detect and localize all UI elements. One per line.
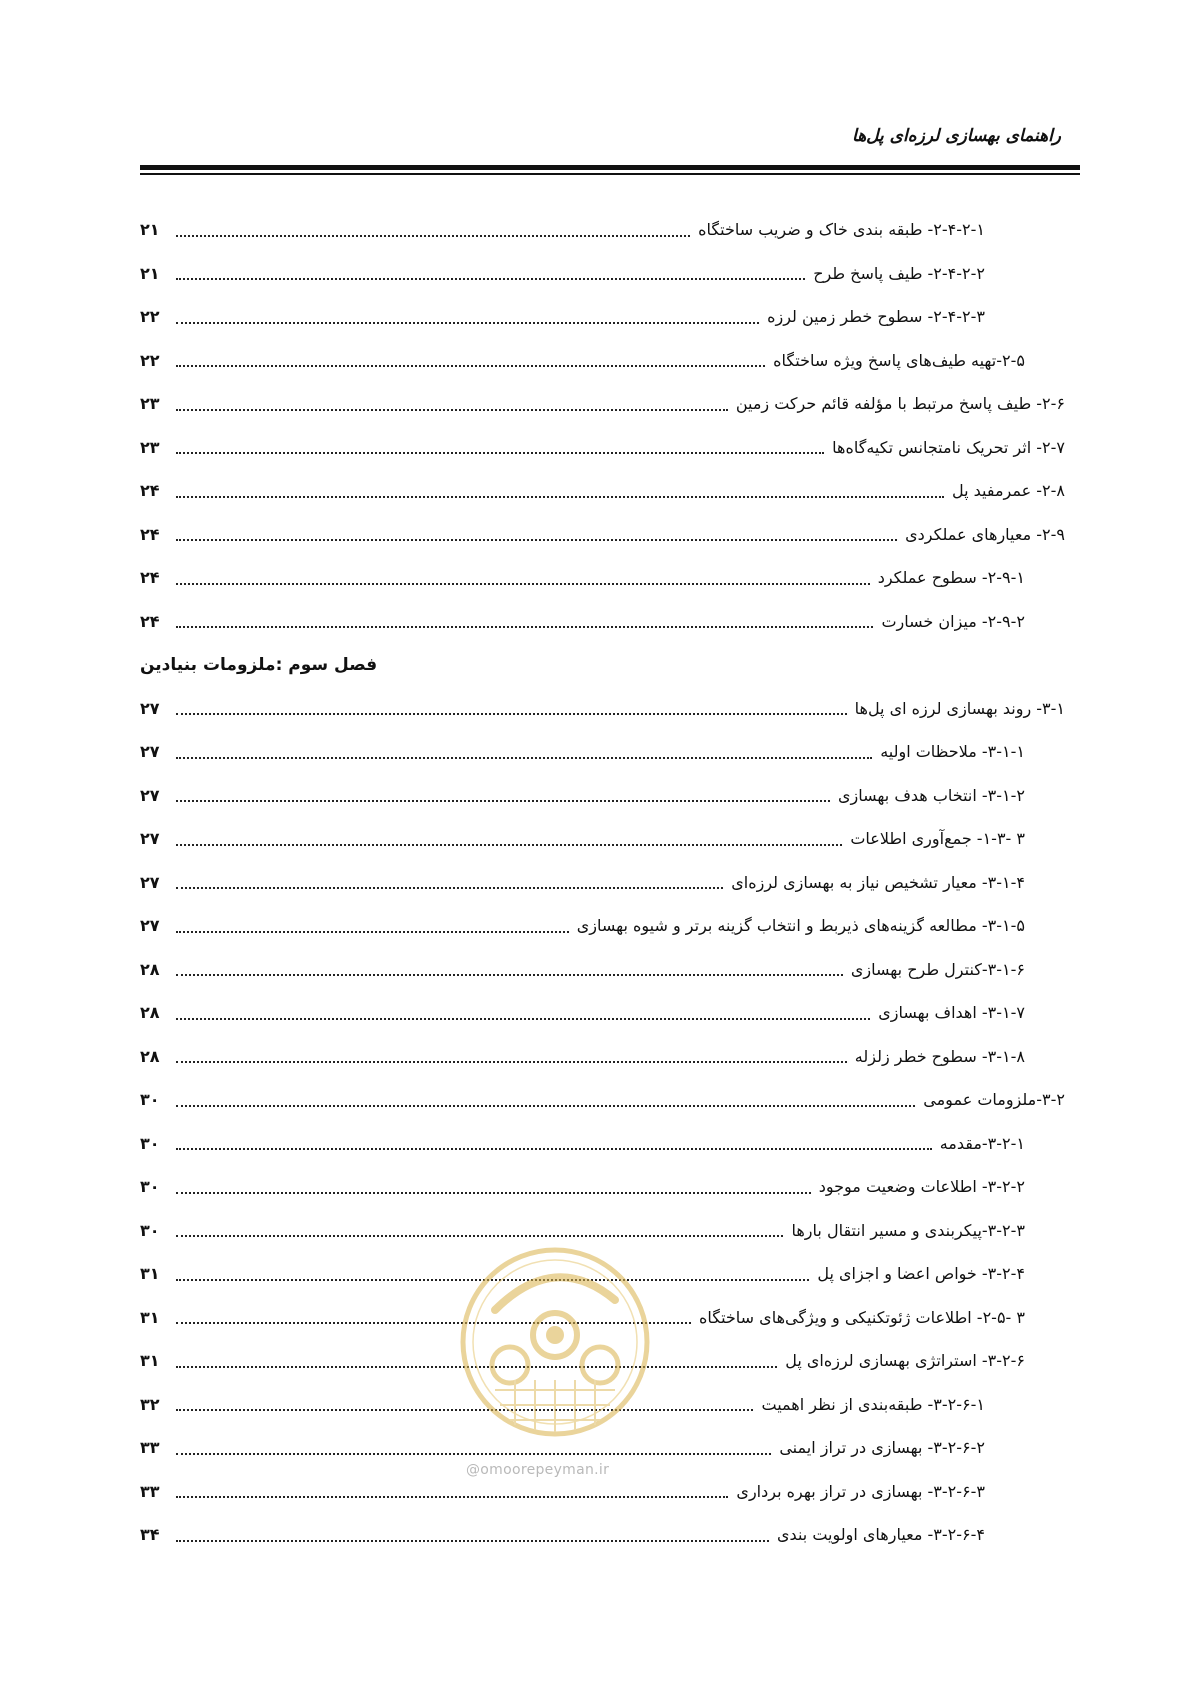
toc-entry xyxy=(140,948,1065,992)
dot-leader xyxy=(176,1279,809,1281)
toc-page-number: ۳۲ xyxy=(140,1394,160,1414)
toc-page-number: ۲۴ xyxy=(140,481,160,501)
dot-leader xyxy=(176,1453,771,1455)
dot-leader xyxy=(176,1496,728,1498)
dot-leader xyxy=(176,496,944,498)
toc-page-number: ۲۴ xyxy=(140,524,160,544)
toc-entry-title: ۲-۹- معیارهای عملکردی xyxy=(905,524,1065,544)
dot-leader xyxy=(176,1148,932,1150)
toc-entry-title: ۲-۴-۲-۲- طیف پاسخ طرح xyxy=(813,263,985,283)
dot-leader xyxy=(176,931,569,933)
toc-page-number: ۲۸ xyxy=(140,1046,160,1066)
toc-entry xyxy=(140,556,1065,600)
dot-leader xyxy=(176,452,824,454)
toc-entry xyxy=(140,730,1065,774)
toc-page-number: ۲۷ xyxy=(140,785,160,805)
toc-entry xyxy=(140,426,1065,470)
toc-page-number: ۳۳ xyxy=(140,1481,160,1501)
toc-page-number: ۲۷ xyxy=(140,742,160,762)
toc-entry-title: ۲-۸- عمرمفید پل xyxy=(952,481,1065,501)
toc-entry-title: ۲-۴-۲-۳- سطوح خطر زمین لرزه xyxy=(767,307,985,327)
toc-entry xyxy=(140,382,1065,426)
toc-entry-title: ۳-۲-۶-۳- بهسازی در تراز بهره برداری xyxy=(736,1481,985,1501)
toc-page-number: ۳۰ xyxy=(140,1090,160,1110)
dot-leader xyxy=(176,409,728,411)
toc-page-number: ۳۰ xyxy=(140,1133,160,1153)
dot-leader xyxy=(176,1540,769,1542)
toc-entry-title: ۳-۲-ملزومات عمومی xyxy=(923,1090,1065,1110)
toc-entry-title: ۳ -۱-۳- جمع‌آوری اطلاعات xyxy=(850,829,1025,849)
toc-entry xyxy=(140,295,1065,339)
toc-entry-title: ۳-۱-۲- انتخاب هدف بهسازی xyxy=(838,785,1025,805)
toc-entry-title: ۳ -۲-۵- اطلاعات ژئوتکنیکی و ویژگی‌های ساختگاه xyxy=(698,1307,1025,1327)
toc-page-number: ۳۰ xyxy=(140,1220,160,1240)
toc-entry xyxy=(140,252,1065,296)
watermark-url: @omoorepeyman.ir xyxy=(466,1462,610,1478)
dot-leader xyxy=(176,844,842,846)
dot-leader xyxy=(176,626,873,628)
toc-page-number: ۳۱ xyxy=(140,1264,160,1284)
toc-entry-title: ۳-۲-۱-مقدمه xyxy=(939,1133,1025,1153)
toc-page-number: ۲۷ xyxy=(140,916,160,936)
toc-page-number: ۲۱ xyxy=(140,220,160,240)
dot-leader xyxy=(176,1235,783,1237)
toc-entry-title: ۳-۱-۸- سطوح خطر زلزله xyxy=(854,1046,1025,1066)
toc-entry-title: ۳-۲-۶-۲- بهسازی در تراز ایمنی xyxy=(779,1438,985,1458)
toc-entry xyxy=(140,1122,1065,1166)
dot-leader xyxy=(176,278,805,280)
toc-page-number: ۲۸ xyxy=(140,1003,160,1023)
toc-entry xyxy=(140,1339,1065,1383)
toc-entry xyxy=(140,208,1065,252)
toc-entry-title: ۳-۲-۳-پیکربندی و مسیر انتقال بارها xyxy=(791,1220,1025,1240)
dot-leader xyxy=(176,1192,811,1194)
toc-page-number: ۲۷ xyxy=(140,872,160,892)
toc-entry xyxy=(140,600,1065,644)
toc-entry xyxy=(140,1513,1065,1557)
table-of-contents xyxy=(140,208,1065,1557)
dot-leader xyxy=(176,887,723,889)
toc-entry xyxy=(140,339,1065,383)
toc-entry-title: ۲-۴-۲-۱- طبقه بندی خاک و ضریب ساختگاه xyxy=(698,220,985,240)
toc-entry xyxy=(140,469,1065,513)
toc-page-number: ۳۳ xyxy=(140,1438,160,1458)
toc-page-number: ۲۲ xyxy=(140,307,160,327)
toc-page-number: ۲۲ xyxy=(140,350,160,370)
toc-entry xyxy=(140,1252,1065,1296)
dot-leader xyxy=(176,1105,915,1107)
toc-page-number: ۲۸ xyxy=(140,959,160,979)
toc-page-number: ۲۱ xyxy=(140,263,160,283)
dot-leader xyxy=(176,1018,870,1020)
toc-entry-title: ۳-۲-۴- خواص اعضا و اجزای پل xyxy=(817,1264,1025,1284)
dot-leader xyxy=(176,974,843,976)
toc-page-number: ۲۷ xyxy=(140,829,160,849)
dot-leader xyxy=(176,713,847,715)
toc-entry-title: ۳-۲-۶-۴- معیارهای اولویت بندی xyxy=(777,1525,985,1545)
dot-leader xyxy=(176,757,872,759)
toc-entry-title: ۳-۲-۶-۱- طبقه‌بندی از نظر اهمیت xyxy=(761,1394,985,1414)
toc-entry xyxy=(140,817,1065,861)
dot-leader xyxy=(176,1409,753,1411)
toc-entry-title: ۳-۱-۷- اهداف بهسازی xyxy=(878,1003,1025,1023)
toc-entry-title: ۳-۱- روند بهسازی لرزه ای پل‌ها xyxy=(854,698,1065,718)
toc-entry-title: ۳-۲-۲- اطلاعات وضعیت موجود xyxy=(818,1177,1025,1197)
dot-leader xyxy=(176,539,897,541)
toc-entry xyxy=(140,1383,1065,1427)
toc-entry xyxy=(140,861,1065,905)
toc-entry xyxy=(140,1165,1065,1209)
toc-entry xyxy=(140,1035,1065,1079)
running-header-title: راهنمای بهسازی لرزه‌ای پل‌ها xyxy=(852,126,1061,146)
toc-page-number: ۳۴ xyxy=(140,1525,160,1545)
dot-leader xyxy=(176,322,759,324)
toc-page-number: ۳۰ xyxy=(140,1177,160,1197)
header-rule-thin xyxy=(140,173,1080,175)
toc-page-number: ۲۷ xyxy=(140,698,160,718)
dot-leader xyxy=(176,1366,777,1368)
toc-entry xyxy=(140,1209,1065,1253)
header-rule-thick xyxy=(140,165,1080,170)
toc-entry-title: ۲-۹-۱- سطوح عملکرد xyxy=(877,568,1025,588)
dot-leader xyxy=(176,1061,847,1063)
toc-page-number: ۲۴ xyxy=(140,611,160,631)
dot-leader xyxy=(176,800,830,802)
toc-entry-title: ۳-۲-۶- استراتژی بهسازی لرزه‌ای پل xyxy=(785,1351,1025,1371)
dot-leader xyxy=(176,365,765,367)
toc-entry-title: ۳-۱-۵- مطالعه گزینه‌های ذیربط و انتخاب گزینه برتر و شیوه بهسازی xyxy=(576,916,1025,936)
toc-entry xyxy=(140,991,1065,1035)
toc-entry xyxy=(140,687,1065,731)
toc-entry xyxy=(140,1296,1065,1340)
toc-page-number: ۳۱ xyxy=(140,1307,160,1327)
toc-entry xyxy=(140,1078,1065,1122)
toc-page-number: ۲۳ xyxy=(140,437,160,457)
dot-leader xyxy=(176,1322,691,1324)
toc-entry xyxy=(140,904,1065,948)
toc-entry-title: ۲-۵-تهیه طیف‌های پاسخ ویژه ساختگاه xyxy=(773,350,1025,370)
toc-entry-title: ۲-۷- اثر تحریک نامتجانس تکیه‌گاه‌ها xyxy=(832,437,1065,457)
toc-page-number: ۳۱ xyxy=(140,1351,160,1371)
toc-entry-title: ۳-۱-۴- معیار تشخیص نیاز به بهسازی لرزه‌ای xyxy=(731,872,1025,892)
toc-entry-title: ۳-۱-۱- ملاحظات اولیه xyxy=(880,742,1025,762)
toc-entry-title: ۲-۹-۲- میزان خسارت xyxy=(881,611,1025,631)
dot-leader xyxy=(176,235,690,237)
toc-entry-title: ۳-۱-۶-کنترل طرح بهسازی xyxy=(850,959,1025,979)
chapter-heading xyxy=(140,643,1065,687)
toc-page-number: ۲۳ xyxy=(140,394,160,414)
toc-page-number: ۲۴ xyxy=(140,568,160,588)
toc-entry xyxy=(140,774,1065,818)
toc-entry-title: ۲-۶- طیف پاسخ مرتبط با مؤلفه قائم حرکت زمین xyxy=(735,394,1065,414)
toc-entry xyxy=(140,513,1065,557)
chapter-heading-text: فصل سوم :ملزومات بنیادین xyxy=(140,654,378,675)
dot-leader xyxy=(176,583,870,585)
